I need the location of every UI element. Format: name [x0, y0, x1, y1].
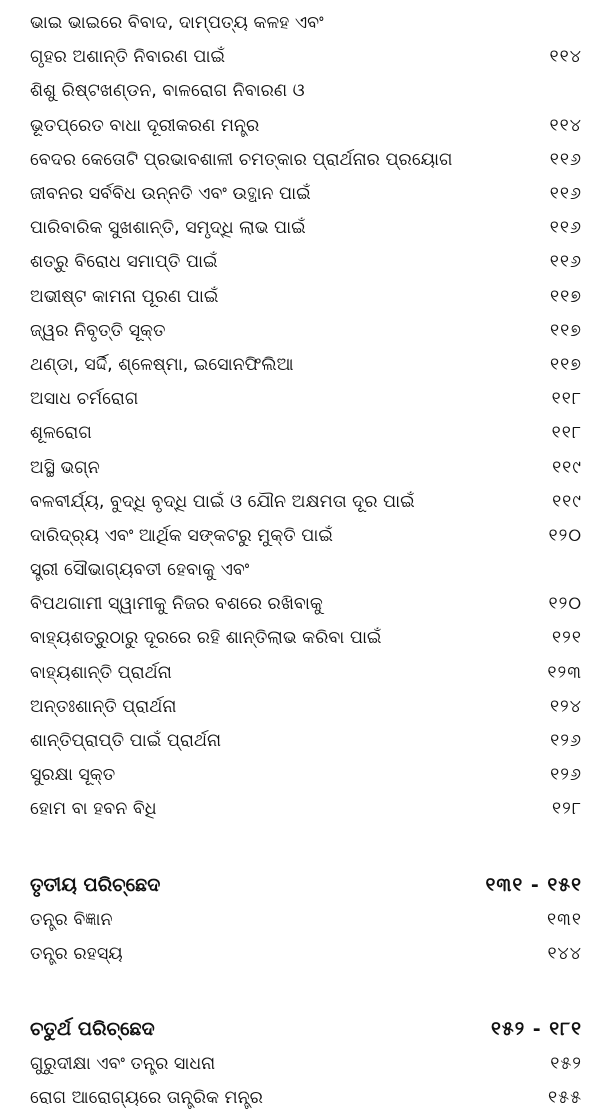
section-gap — [30, 827, 582, 867]
entry-page: ୧୧୭ — [550, 320, 582, 341]
entry-title: ବେଦର କେତୋଟି ପ୍ରଭାବଶାଳୀ ଚମତ୍କାର ପ୍ରାର୍ଥନାର ପ୍ରୟୋଗ — [30, 149, 453, 170]
entry-title: ଜ୍ୱର ନିବୃତ୍ତି ସୂକ୍ତ — [30, 320, 166, 341]
entry-title: ଶାନ୍ତିପ୍ରାପ୍ତି ପାଇଁ ପ୍ରାର୍ଥନା — [30, 731, 222, 752]
entry-page: ୧୨୪ — [549, 696, 582, 717]
entry-page: ୧୧୬ — [549, 149, 582, 170]
toc-entry — [30, 621, 582, 655]
entry-title: ଅଭୀଷ୍ଟ କାମନା ପୂରଣ ପାଇଁ — [30, 286, 219, 307]
entry-page: ୧୧୬ — [549, 184, 582, 205]
toc-entry — [30, 903, 582, 937]
entry-title: ଭୂତପ୍ରେତ ବାଧା ଦୂରୀକରଣ ମନ୍ତ୍ର — [30, 115, 260, 136]
toc-entry — [30, 758, 582, 792]
entry-page: ୧୧୭ — [550, 354, 582, 375]
entry-title: ତନ୍ତ୍ର ରହସ୍ୟ — [30, 943, 123, 964]
toc-entry — [30, 74, 582, 108]
chapter-page-range: ୧୫୨ - ୧୮୧ — [490, 1017, 582, 1040]
toc-entry — [30, 587, 582, 621]
entry-title: ବାହ୍ୟଶାନ୍ତି ପ୍ରାର୍ଥନା — [30, 662, 172, 683]
entry-page: ୧୨୮ — [552, 799, 582, 820]
entry-page: ୧୨୦ — [548, 525, 582, 546]
entry-page: ୧୧୯ — [552, 491, 582, 512]
toc-entry — [30, 1047, 582, 1081]
entry-title: ବଳବୀର୍ଯ୍ୟ, ବୁଦ୍ଧି ବୃଦ୍ଧି ପାଇଁ ଓ ଯୌନ ଅକ୍ଷମତା ଦୂର ପାଇଁ — [30, 491, 415, 512]
entry-page: ୧୫୫ — [548, 1088, 582, 1109]
entry-page: ୧୧୬ — [549, 218, 582, 239]
toc-entry — [30, 211, 582, 245]
chapter-heading — [30, 1011, 582, 1047]
chapter-title: ତୃତୀୟ ପରିଚ୍ଛେଦ — [30, 873, 161, 896]
toc-entry — [30, 690, 582, 724]
toc-entry — [30, 724, 582, 758]
entry-page: ୧୧୪ — [549, 47, 582, 68]
toc-entry — [30, 280, 582, 314]
entry-title: ହୋମ ବା ହବନ ବିଧି — [30, 799, 157, 820]
entry-page: ୧୧୪ — [549, 115, 582, 136]
toc-entry — [30, 40, 582, 74]
toc-entry — [30, 245, 582, 279]
toc-entry — [30, 382, 582, 416]
toc-entry — [30, 485, 582, 519]
entry-page: ୧୧୮ — [551, 389, 582, 410]
toc-entry — [30, 792, 582, 826]
chapter-title: ଚତୁର୍ଥ ପରିଚ୍ଛେଦ — [30, 1017, 155, 1040]
entry-page: ୧୧୬ — [549, 252, 582, 273]
toc-entry — [30, 6, 582, 40]
entry-title: ଅସାଧ ଚର୍ମରୋଗ — [30, 389, 139, 410]
entry-title: ଶତ୍ରୁ ବିରୋଧ ସମାପ୍ତି ପାଇଁ — [30, 252, 218, 273]
entry-title: ଜୀବନର ସର୍ବବିଧ ଉନ୍ନତି ଏବଂ ଉତ୍ଥାନ ପାଇଁ — [30, 184, 311, 205]
entry-title: ରୋଗ ଆରୋଗ୍ୟରେ ତାନ୍ତ୍ରିକ ମନ୍ତ୍ର — [30, 1088, 263, 1109]
toc-entry — [30, 109, 582, 143]
toc-entry — [30, 937, 582, 971]
entry-title: ଅସ୍ଥି ଭଗ୍ନ — [30, 457, 100, 478]
entry-page: ୧୫୨ — [550, 1053, 582, 1074]
entry-page: ୧୨୬ — [550, 765, 582, 786]
entry-title: ପାରିବାରିକ ସୁଖଶାନ୍ତି, ସମୃଦ୍ଧି ଲାଭ ପାଇଁ — [30, 218, 306, 239]
chapter-heading — [30, 867, 582, 903]
entry-page: ୧୧୭ — [550, 286, 582, 307]
entry-title: ଗୁରୁଦୀକ୍ଷା ଏବଂ ତନ୍ତ୍ର ସାଧନା — [30, 1053, 216, 1074]
entry-title: ଅନ୍ତଃଶାନ୍ତି ପ୍ରାର୍ଥନା — [30, 696, 177, 717]
entry-title: ଭାଇ ଭାଇରେ ବିବାଦ, ଦାମ୍ପତ୍ୟ କଳହ ଏବଂ — [30, 13, 324, 34]
entry-page: ୧୪୪ — [547, 943, 582, 964]
entry-title: ଶୂଳରୋଗ — [30, 423, 92, 444]
entry-title: ବାହ୍ୟଶତ୍ରୁଠାରୁ ଦୂରରେ ରହି ଶାନ୍ତିଲାଭ କରିବା ପାଇଁ — [30, 628, 382, 649]
toc-entry — [30, 1081, 582, 1115]
toc-entry — [30, 519, 582, 553]
toc-entry — [30, 143, 582, 177]
entry-title: ସୁରକ୍ଷା ସୂକ୍ତ — [30, 765, 116, 786]
entry-title: ଗୃହର ଅଶାନ୍ତି ନିବାରଣ ପାଇଁ — [30, 47, 226, 68]
entry-title: ତନ୍ତ୍ର ବିଜ୍ଞାନ — [30, 909, 113, 930]
entry-page: ୧୨୬ — [550, 731, 582, 752]
toc-entry — [30, 348, 582, 382]
toc-entry — [30, 450, 582, 484]
entry-title: ଥଣ୍ଡା, ସର୍ଦ୍ଦି, ଶ୍ଳେଷ୍ମା, ଇସୋନଫିଲିଆ — [30, 354, 294, 375]
entry-page: ୧୨୦ — [548, 594, 582, 615]
entry-title: ଦାରିଦ୍ର୍ୟ ଏବଂ ଆର୍ଥିକ ସଙ୍କଟରୁ ମୁକ୍ତି ପାଇଁ — [30, 525, 333, 546]
entry-title: ବିପଥଗାମୀ ସ୍ୱାମୀକୁ ନିଜର ବଶରେ ରଖିବାକୁ — [30, 594, 323, 615]
entry-page: ୧୧୯ — [552, 457, 582, 478]
entry-page: ୧୩୧ — [547, 909, 582, 930]
toc-entry — [30, 314, 582, 348]
entry-page: ୧୧୮ — [551, 423, 582, 444]
section-gap — [30, 971, 582, 1011]
chapter-page-range: ୧୩୧ - ୧୫୧ — [485, 873, 582, 896]
toc-entry — [30, 656, 582, 690]
entry-page: ୧୨୧ — [552, 628, 582, 649]
entry-page: ୧୨୩ — [547, 662, 582, 683]
entry-title: ସ୍ତ୍ରୀ ସୌଭାଗ୍ୟବତୀ ହେବାକୁ ଏବଂ — [30, 560, 250, 581]
toc-entry — [30, 177, 582, 211]
toc-entry — [30, 553, 582, 587]
toc-entry — [30, 416, 582, 450]
entry-title: ଶିଶୁ ରିଷ୍ଟଖଣ୍ଡନ, ବାଳରୋଗ ନିବାରଣ ଓ — [30, 81, 305, 102]
